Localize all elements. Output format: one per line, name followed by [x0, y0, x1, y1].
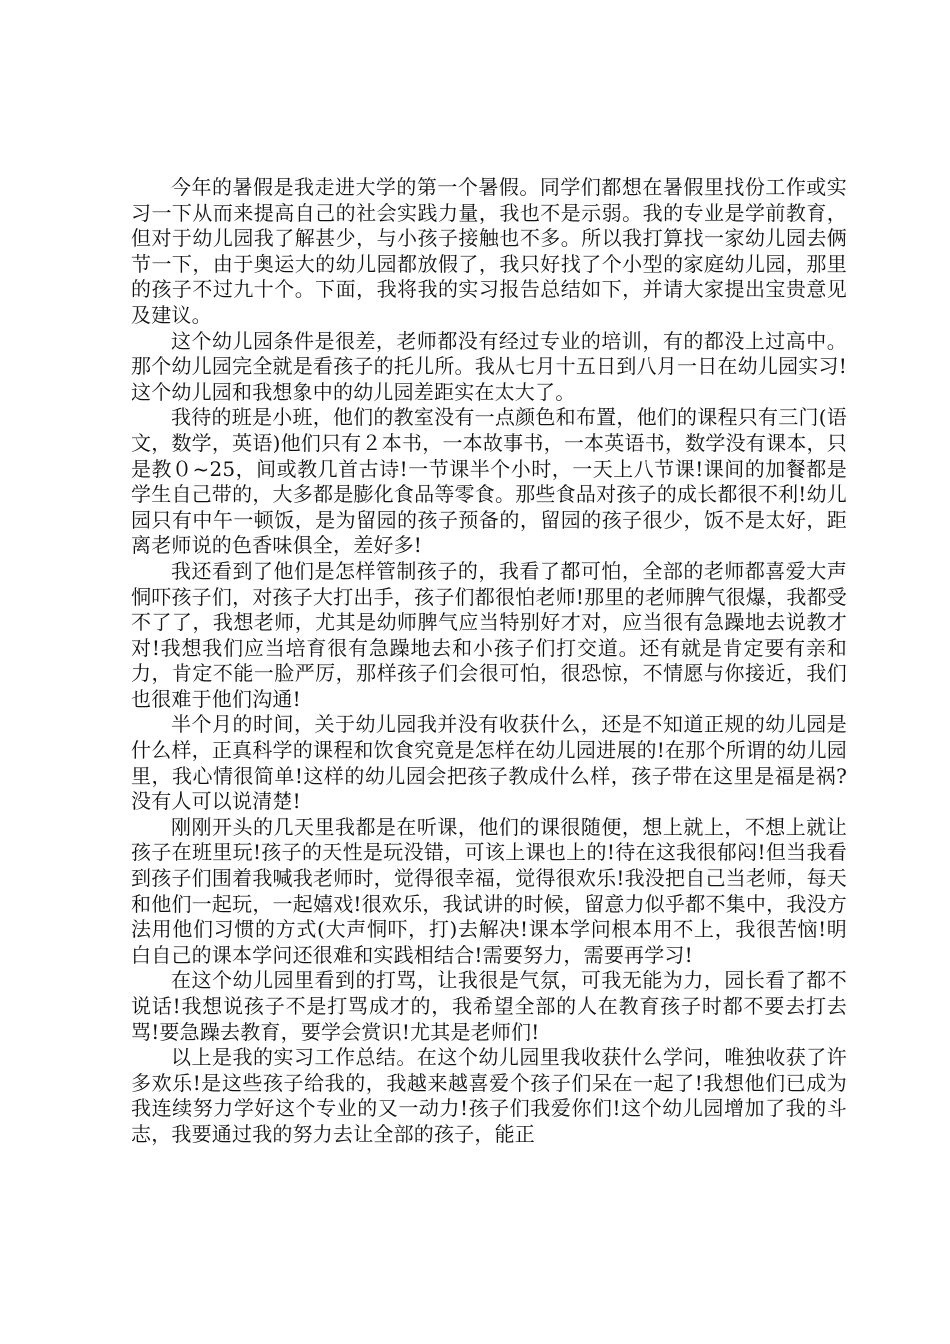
paragraph-6: 刚刚开头的几天里我都是在听课，他们的课很随便，想上就上，不想上就让孩子在班里玩!孩子的天性是玩没错，可该上课也上的!待在这我很郁闷!但当我看到孩子们围着我喊我老师时，觉得很幸福，觉得很欢乐!我没把自己当老师，每天和他们一起玩，一起嬉戏!很欢乐，我试讲的时候，留意力似乎都不集中，我没方法用他们习惯的方式(大声恫吓，打)去解决!课本学问根本用不上，我很苦恼!明白自己的课本学问还很难和实践相结合!需要努力，需要再学习! [131, 814, 847, 967]
paragraph-4: 我还看到了他们是怎样管制孩子的，我看了都可怕，全部的老师都喜爱大声恫吓孩子们，对孩子大打出手，孩子们都很怕老师!那里的老师脾气很爆，我都受不了了，我想老师，尤其是幼师脾气应当特别好才对，应当很有急躁地去说教才对!我想我们应当培育很有急躁地去和小孩子们打交道。还有就是肯定要有亲和力，肯定不能一脸严厉，那样孩子们会很可怕，很恐惊，不情愿与你接近，我们也很难于他们沟通! [131, 558, 847, 711]
paragraph-2: 这个幼儿园条件是很差，老师都没有经过专业的培训，有的都没上过高中。那个幼儿园完全就是看孩子的托儿所。我从七月十五日到八月一日在幼儿园实习!这个幼儿园和我想象中的幼儿园差距实在太大了。 [131, 328, 847, 404]
paragraph-3: 我待的班是小班，他们的教室没有一点颜色和布置，他们的课程只有三门(语文，数学，英语)他们只有２本书，一本故事书，一本英语书，数学没有课本，只是教０~25，间或教几首古诗!一节课半个小时，一天上八节课!课间的加餐都是学生自己带的，大多都是膨化食品等零食。那些食品对孩子的成长都很不利!幼儿园只有中午一顿饭，是为留园的孩子预备的，留园的孩子很少，饭不是太好，距离老师说的色香味俱全，差好多! [131, 405, 847, 558]
paragraph-5: 半个月的时间，关于幼儿园我并没有收获什么，还是不知道正规的幼儿园是什么样，正真科学的课程和饮食究竟是怎样在幼儿园进展的!在那个所谓的幼儿园里，我心情很简单!这样的幼儿园会把孩子教成什么样，孩子带在这里是福是祸?没有人可以说清楚! [131, 712, 847, 814]
paragraph-8: 以上是我的实习工作总结。在这个幼儿园里我收获什么学问，唯独收获了许多欢乐!是这些孩子给我的，我越来越喜爱个孩子们呆在一起了!我想他们已成为我连续努力学好这个专业的又一动力!孩子们我爱你们!这个幼儿园增加了我的斗志，我要通过我的努力去让全部的孩子，能正 [131, 1045, 847, 1146]
document-body [131, 175, 847, 1148]
paragraph-7: 在这个幼儿园里看到的打骂，让我很是气氛，可我无能为力，园长看了都不说话!我想说孩子不是打骂成才的，我希望全部的人在教育孩子时都不要去打去骂!要急躁去教育，要学会赏识!尤其是老师们! [131, 968, 847, 1044]
paragraph-1: 今年的暑假是我走进大学的第一个暑假。同学们都想在暑假里找份工作或实习一下从而来提高自己的社会实践力量，我也不是示弱。我的专业是学前教育，但对于幼儿园我了解甚少，与小孩子接触也不多。所以我打算找一家幼儿园去俩节一下，由于奥运大的幼儿园都放假了，我只好找了个小型的家庭幼儿园，那里的孩子不过九十个。下面，我将我的实习报告总结如下，并请大家提出宝贵意见及建议。 [131, 175, 847, 327]
